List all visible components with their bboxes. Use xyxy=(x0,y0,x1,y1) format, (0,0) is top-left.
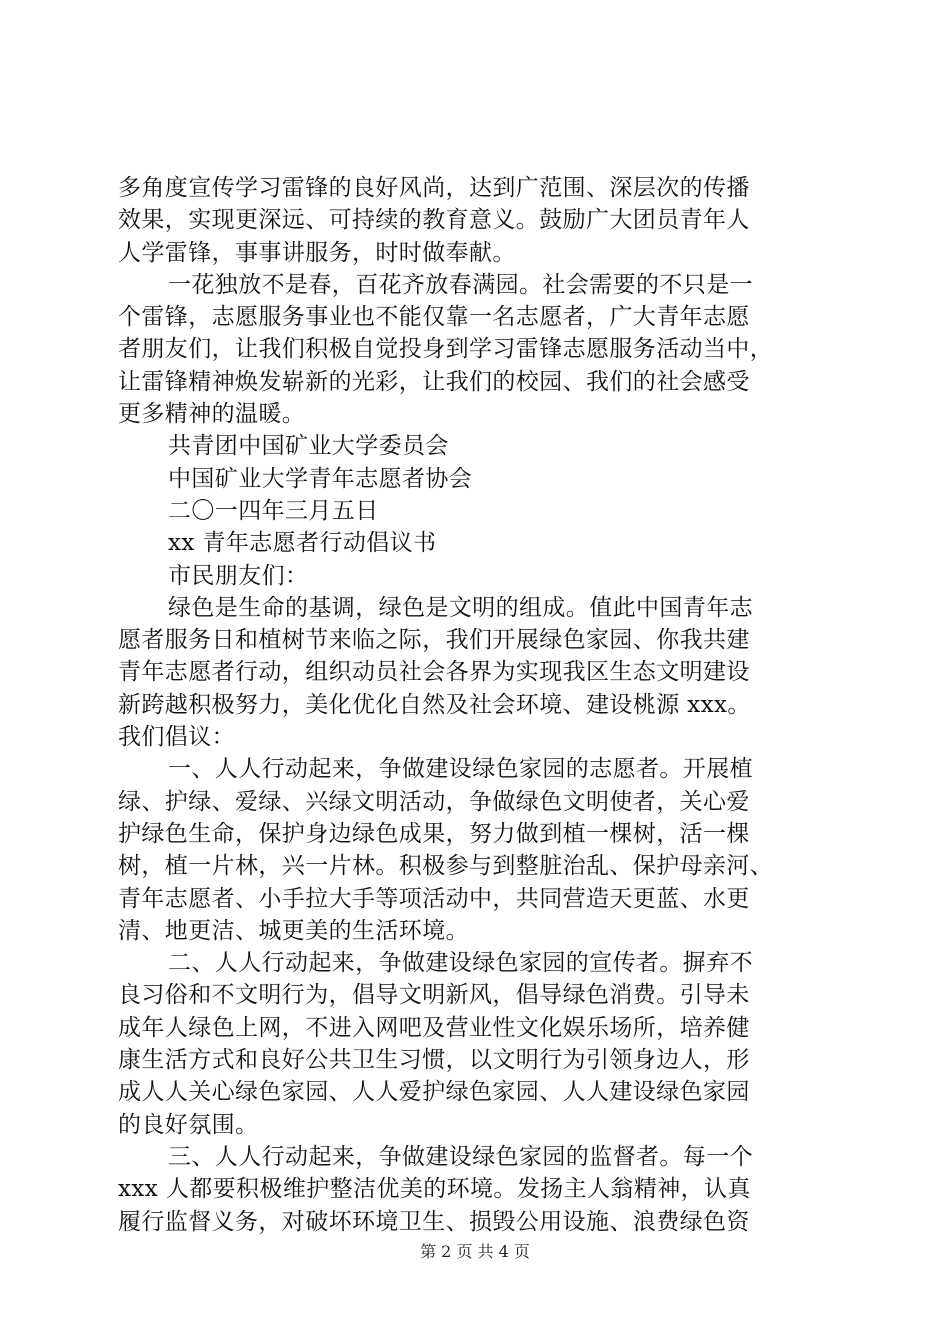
text-line: 青年志愿者、小手拉大手等项活动中，共同营造天更蓝、水更 xyxy=(118,885,750,912)
text-line: 让雷锋精神焕发崭新的光彩，让我们的校园、我们的社会感受 xyxy=(118,368,750,395)
paragraph-start-line: 三、人人行动起来，争做建设绿色家园的监督者。每一个 xyxy=(168,1143,753,1170)
section-title: xx 青年志愿者行动倡议书 xyxy=(168,530,437,557)
salutation: 市民朋友们： xyxy=(168,562,309,589)
paragraph-start-line: 绿色是生命的基调，绿色是文明的组成。值此中国青年志 xyxy=(168,594,753,621)
text-line: 者朋友们，让我们积极自觉投身到学习雷锋志愿服务活动当中， xyxy=(118,336,774,363)
signature-association: 中国矿业大学青年志愿者协会 xyxy=(168,465,473,492)
text-line: 人学雷锋，事事讲服务，时时做奉献。 xyxy=(118,239,516,266)
signature-organization: 共青团中国矿业大学委员会 xyxy=(168,433,449,460)
text-line: 成人人关心绿色家园、人人爱护绿色家园、人人建设绿色家园 xyxy=(118,1079,750,1106)
text-line: 多角度宣传学习雷锋的良好风尚，达到广范围、深层次的传播 xyxy=(118,175,750,201)
text-line: 新跨越积极努力，美化优化自然及社会环境、建设桃源 xxx。 xyxy=(118,691,751,718)
text-line: 青年志愿者行动，组织动员社会各界为实现我区生态文明建设 xyxy=(118,659,750,686)
text-line: 成年人绿色上网，不进入网吧及营业性文化娱乐场所，培养健 xyxy=(118,1014,750,1041)
body-text xyxy=(118,172,830,1238)
text-line: 效果，实现更深远、可持续的教育意义。鼓励广大团员青年人 xyxy=(118,207,750,234)
text-line: 履行监督义务，对破坏环境卫生、损毁公用设施、浪费绿色资 xyxy=(118,1208,750,1235)
text-line: 我们倡议： xyxy=(118,724,235,751)
text-line: 树，植一片林，兴一片林。积极参与到整脏治乱、保护母亲河、 xyxy=(118,853,774,880)
text-line: xxx 人都要积极维护整洁优美的环境。发扬主人翁精神，认真 xyxy=(118,1176,751,1203)
signature-date: 二〇一四年三月五日 xyxy=(168,497,379,524)
paragraph-start-line: 二、人人行动起来，争做建设绿色家园的宣传者。摒弃不 xyxy=(168,950,753,977)
page-number-footer: 第 2 页 共 4 页 xyxy=(420,1242,530,1261)
paragraph-start-line: 一花独放不是春，百花齐放春满园。社会需要的不只是一 xyxy=(168,271,753,298)
text-line: 清、地更洁、城更美的生活环境。 xyxy=(118,917,469,944)
paragraph-start-line: 一、人人行动起来，争做建设绿色家园的志愿者。开展植 xyxy=(168,756,753,783)
text-line: 个雷锋，志愿服务事业也不能仅靠一名志愿者，广大青年志愿 xyxy=(118,304,750,331)
text-line: 愿者服务日和植树节来临之际，我们开展绿色家园、你我共建 xyxy=(118,627,750,654)
text-line: 护绿色生命，保护身边绿色成果，努力做到植一棵树，活一棵 xyxy=(118,820,750,847)
text-line: 良习俗和不文明行为，倡导文明新风，倡导绿色消费。引导未 xyxy=(118,982,750,1009)
text-line: 绿、护绿、爱绿、兴绿文明活动，争做绿色文明使者，关心爱 xyxy=(118,788,750,815)
text-line: 的良好氛围。 xyxy=(118,1111,259,1138)
text-line: 康生活方式和良好公共卫生习惯，以文明行为引领身边人，形 xyxy=(118,1047,750,1074)
text-line: 更多精神的温暖。 xyxy=(118,401,306,428)
